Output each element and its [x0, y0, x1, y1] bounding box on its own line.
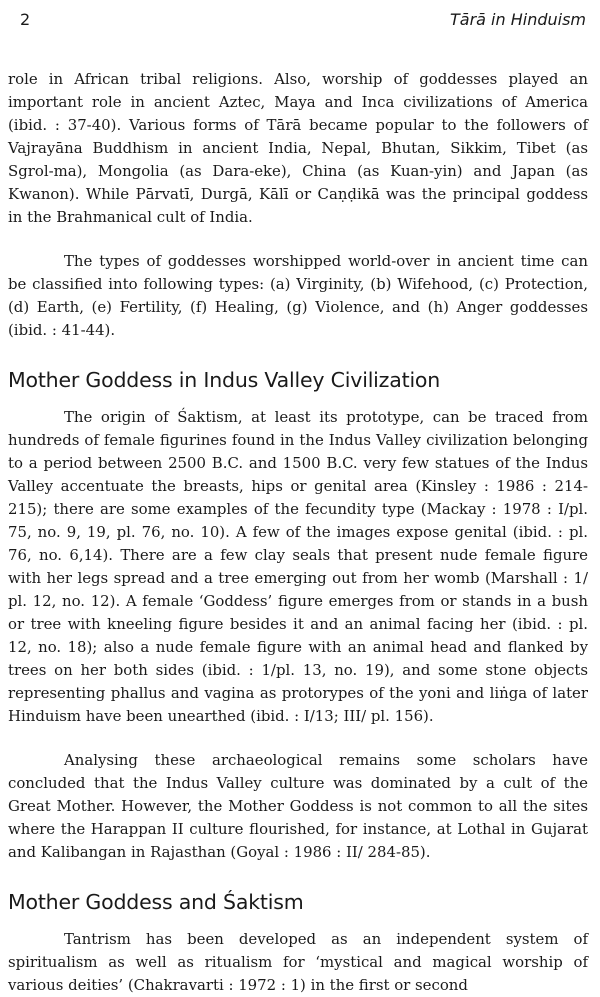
section-gap — [8, 914, 588, 928]
section-gap — [8, 392, 588, 406]
section-gap — [8, 342, 588, 368]
paragraph: Tantrism has been developed as an independent system of spiritualism as well as ritualism for ‘mystical and magical worship of various deities’ (Chakravarti : 1972 : 1) in the first or second — [8, 930, 588, 994]
section-heading: Mother Goddess and Śaktism — [8, 890, 304, 914]
paragraph: The origin of Śaktism, at least its prototype, can be traced from hundreds of female figurines found in the Indus Valley civilization belonging to a period between 2500 B.C. and 1500 B.C. very few statues of the Indus Valley accentuate the breasts, hips or genital area (Kinsley : 1986 : 214-215); there are some examples of the fecundity type (Mackay : 1978 : I/pl. 75, no. 9, 19, pl. 76, no. 10). A few of the images expose genital (ibid. : pl. 76, no. 6,14). There are a few clay seals that present nude female figure with her legs spread and a tree emerging out from her womb (Marshall : 1/ pl. 12, no. 12). A female ‘Goddess’ figure emerges from or stands in a bush or tree with kneeling figure besides it and an animal facing her (ibid. : pl. 12, no. 18); also a nude female figure with an animal head and flanked by trees on her both sides (ibid. : 1/pl. 13, no. 19), and some stone objects representing phallus and vagina as protorypes of the yoni and liṅga of later Hinduism have been unearthed (ibid. : I/13; III/ pl. 156). — [8, 408, 588, 725]
paragraph: role in African tribal religions. Also, worship of goddesses played an important role in ancient Aztec, Maya and Inca civilizations of America (ibid. : 37-40). Various forms of Tārā became popular to the followers of Vajrayāna Buddhism in ancient India, Nepal, Bhutan, Sikkim, Tibet (as Sgrol-ma), Mongolia (as Dara-eke), China (as Kuan-yin) and Japan (as Kwanon). While Pārvatī, Durgā, Kālī or Caṇḍikā was the principal goddess in the Brahmanical cult of India. — [8, 70, 588, 226]
paragraph: Analysing these archaeological remains some scholars have concluded that the Indus Valley culture was dominated by a cult of the Great Mother. However, the Mother Goddess is not common to all the sites where the Harappan II culture flourished, for instance, at Lothal in Gujarat and Kalibangan in Rajasthan (Goyal : 1986 : II/ 284-85). — [8, 751, 588, 861]
section-heading: Mother Goddess in Indus Valley Civilization — [8, 368, 441, 392]
page-body — [8, 68, 588, 997]
paragraph-gap — [8, 728, 588, 749]
paragraph: The types of goddesses worshipped world-over in ancient time can be classified into following types: (a) Virginity, (b) Wifehood, (c) Protection, (d) Earth, (e) Fertility, (f) Healing, (g) Violence, and (h) Anger goddesses (ibid. : 41-44). — [8, 252, 588, 339]
page-header — [10, 10, 586, 34]
page-number: 2 — [20, 10, 31, 29]
section-gap — [8, 864, 588, 890]
paragraph-gap — [8, 229, 588, 250]
running-head: Tārā in Hinduism — [450, 10, 586, 29]
